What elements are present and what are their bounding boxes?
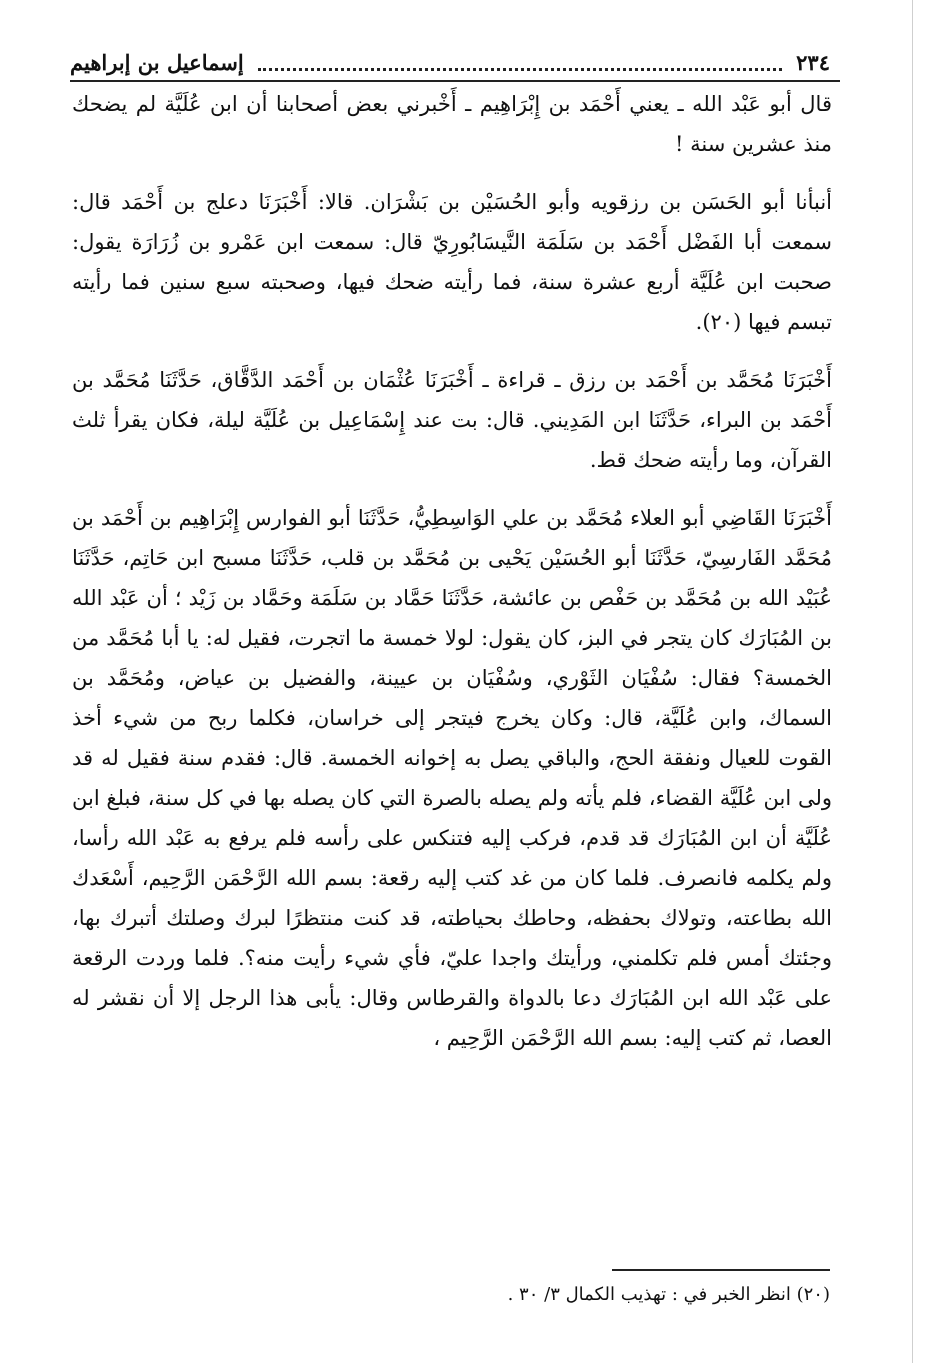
page-edge-line xyxy=(912,0,913,1363)
paragraph: أَخْبَرَنَا القَاضِي أبو العلاء مُحَمَّد بن علي الوَاسِطِيُّ، حَدَّثَنَا أبو الفوارس إِبْرَاهِيم بن أَحْمَد بن مُحَمَّد الفَارسِيّ، حَدَّثَنَا أبو الحُسَيْن يَحْيى بن مُحَمَّد بن قلب، حَدَّثَنَا مسبح ابن حَاتِم، حَدَّثَنَا عُبَيْد الله بن مُحَمَّد بن حَفْص بن عائشة، حَدَّثَنَا حَمَّاد بن سَلَمَة وحَمَّاد بن زَيْد ؛ أن عَبْد الله بن المُبَارَك كان يتجر في البز، كان يقول: لولا خمسة ما اتجرت، فقيل له: يا أبا مُحَمَّد من الخمسة؟ فقال: سُفْيَان الثَوْري، وسُفْيَان بن عيينة، والفضيل بن عياض، ومُحَمَّد بن السماك، وابن عُلَيَّة، قال: وكان يخرج فيتجر إلى خراسان، فكلما ربح من شيء أخذ القوت للعيال ونفقة الحج، والباقي يصل به إخوانه الخمسة. قال: فقدم سنة فقيل له قد ولى ابن عُلَيَّة القضاء، فلم يأته ولم يصله بالصرة التي كان يصله بها في كل سنة، فبلغ ابن عُلَيَّة أن ابن المُبَارَك قد قدم، فركب إليه فتنكس على رأسه فلم يرفع به عَبْد الله رأسا، ولم يكلمه فانصرف. فلما كان من غد كتب إليه رقعة: بسم الله الرَّحْمَن الرَّحِيم، أَسْعَدك الله بطاعته، وتولاك بحفظه، وحاطك بحياطته، قد كنت منتظرًا لبرك وصلتك أتبرك بها، وجئتك أمس فلم تكلمني، ورأيتك واجدا عليّ، فأي شيء رأيت منه؟. فلما وردت الرقعة على عَبْد الله ابن المُبَارَك دعا بالدواة والقرطاس وقال: يأبى هذا الرجل إلا أن نقشر له العصا، ثم كتب إليه: بسم الله الرَّحْمَن الرَّحِيم ، xyxy=(72,506,832,1050)
main-text xyxy=(72,84,832,1076)
footnote-separator xyxy=(612,1269,830,1271)
running-header xyxy=(70,44,830,80)
page-number: ٢٣٤ xyxy=(796,49,830,75)
paragraph: أنبأنا أبو الحَسَن بن رزقويه وأبو الحُسَيْن بن بَشْرَان. قالا: أَخْبَرَنَا دعلج بن أَحْمَد قال: سمعت أبا الفَضْل أَحْمَد بن سَلَمَة النَّيسَابُورِيّ قال: سمعت ابن عَمْرو بن زُرَارَة يقول: صحبت ابن عُلَيَّة أربع عشرة سنة، فما رأيته ضحك فيها، وصحبته سبع سنين فما رأيته تبسم فيها (٢٠). xyxy=(72,190,832,334)
footnote: (٢٠) انظر الخبر في : تهذيب الكمال ٣/ ٣٠ . xyxy=(507,1284,830,1305)
header-dot-leader xyxy=(258,54,782,71)
header-title: إسماعيل بن إبراهيم xyxy=(70,49,244,75)
header-rule xyxy=(70,80,840,82)
paragraph: أَخْبَرَنَا مُحَمَّد بن أَحْمَد بن رزق ـ قراءة ـ أَخْبَرَنَا عُثْمَان بن أَحْمَد الدَّقَّاق، حَدَّثَنَا مُحَمَّد بن أَحْمَد بن البراء، حَدَّثَنَا ابن المَدِيني. قال: بت عند إِسْمَاعِيل بن عُلَيَّة ليلة، فكان يقرأ ثلث القرآن، وما رأيته ضحك قط. xyxy=(72,368,832,472)
paragraph: قال أبو عَبْد الله ـ يعني أَحْمَد بن إِبْرَاهِيم ـ أَخْبرني بعض أصحابنا أن ابن عُلَيَّة لم يضحك منذ عشرين سنة ! xyxy=(72,92,832,156)
